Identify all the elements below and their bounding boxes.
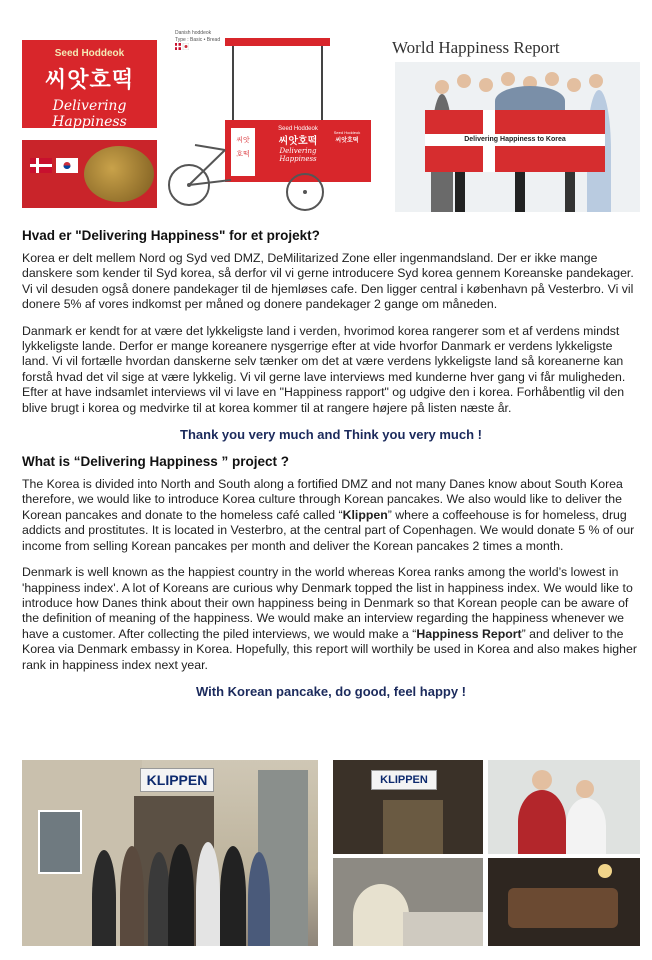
header-collage [0,0,652,220]
klippen-storefront-photo [22,760,318,946]
danish-flag-banner [425,110,605,172]
pancake-cart-illustration [165,30,375,215]
person-white-shirt [566,798,606,854]
happiness-report-emphasis: Happiness Report [416,626,522,641]
crowd-head [545,72,559,86]
slogan-line: With Korean pancake, do good, feel happy ! [195,683,467,699]
side-panel-brand: Seed Hoddeok [333,130,361,135]
person-head [532,770,552,790]
crowd-head [435,80,449,94]
cart-panel-korean: 씨앗호떡 [278,136,318,147]
group-person [168,844,194,946]
logo-korean: 씨앗호떡 [44,68,134,93]
person-striped-sweater [518,790,566,854]
photo-gallery [0,758,652,948]
couple-photo [488,760,640,854]
klippen-sign-photo [333,760,483,854]
english-p2-part-a: Denmark is well known as the happiest country in the world whereas Korea ranks among the world’s lowest in 'happiness index'. A lot of Koreans are curious why Denmark topped the list in happiness index. We would like to introduce how Danes think about their own happiness being in Denmark so that Korean people can be aware of the definition of meaning of the happiness. We would make an interview regarding the happiness whenever we have a customer. After collecting the piled interviews, we would make a “ [22,565,633,641]
happiness-crowd-photo [395,62,640,212]
english-paragraph-1 [22,477,640,554]
person-head [576,780,594,798]
crowd-leg [515,172,525,212]
group-person [92,850,116,946]
side-panel [327,130,367,144]
group-person [148,852,170,946]
side-panel-korean: 씨앗호떡 [335,137,359,144]
crowd-head [457,74,471,88]
english-p2-part-b: ” and deliver to the Korea via Denmark embassy in Korea. Hopefully, this report will worthily be used in Korea and also makes higher rank in happiness index next year. [22,626,637,672]
group-person [196,842,220,946]
cafe-interior-photo [333,858,483,946]
crowd-leg [565,172,575,212]
evening-cafe-photo [488,858,640,946]
group-person [248,852,270,946]
korea-flag-icon [56,158,78,173]
crowd-head [479,78,493,92]
cart-drawing [165,30,375,215]
svg-text:씨앗: 씨앗 [236,136,250,144]
svg-text:호떡: 호떡 [236,150,250,158]
danish-paragraph-2: Danmark er kendt for at være det lykkeligste land i verden, hvorimod korea rangerer som et af verdens mindst lykkeligste lande. Derfor er mange koreanere nysgerrige efter at vide hvorfor Danmark er verdens lykkeligste land. Vi vil fortælle hvordan danskerne selv tænker om det at være verdens lykkeligste land så koreanerne kan forstå hvad det vil sige at være lykkelig. Vi vil gerne lave interviews med kunderne hver gang vi får muligheden. Efter at have indsamlet interviews vil vi lave en "Happiness rapport" og udgive den i korea. Forhåbentlig vil den blive brugt i korea og medvirke til at korea kommer til at rangere højere på listen næste år. [22,323,626,415]
window [38,810,82,874]
logo-tagline: Delivering Happiness [52,98,127,130]
cart-panel-tagline: Delivering Happiness [279,147,317,163]
danish-paragraph-1: Korea er delt mellem Nord og Syd ved DMZ, DeMilitarized Zone eller ingenmandsland. Der er ikke mange danskere som kender til Syd korea, så derfor vil vi gerne introducere Syd korea gennem Koreanske pandekager. Vi vil desuden også donere pandekager til de hjemløses cafe. Den ligger central i københavn på Vesterbro. Vi vil donere 5% af vores indkomst per måned og donere pandekager 2 gange om måneden. [22,251,634,312]
crowd-head [589,74,603,88]
report-title: World Happiness Report [392,38,560,57]
table [403,912,483,946]
klippen-sign-small: KLIPPEN [371,770,437,790]
group-person [120,846,144,946]
banner-text: Delivering Happiness to Korea [464,136,566,143]
crowd-head [567,78,581,92]
klippen-sign-large: KLIPPEN [140,768,214,792]
cart-panel-brand: Seed Hoddeok [278,126,318,132]
crowd-leg [455,172,465,212]
entrance [383,800,443,854]
english-p1-part-b: ” where a coffeehouse is for homeless, drug addicts and prostitutes. It is located in Vesterbro, at the central part of Copenhagen. We would donate 5 % of our income from selling Korean pancakes per month and deliver the Korean pancakes 2 times a month. [22,507,635,553]
man-at-table [353,884,409,946]
cart-info-line2: Type : Basic • Bread [175,36,221,43]
crowd-head [501,72,515,86]
english-p1-part-a: The Korea is divided into North and South along a fortified DMZ and not many Danes know about South Korea therefore, we would like to introduce Korea culture through Korean pancakes. We also would like to deliver the Korean pancakes and donate to the homeless café called “ [22,477,623,522]
article-body [22,228,640,711]
crowded-table [508,888,618,928]
cart-info-line1: Danish hoddeok [175,30,212,36]
english-paragraph-2 [22,565,640,673]
denmark-flag-icon [30,158,52,173]
flags-pancake-image [22,140,157,208]
thanks-line: Thank you very much and Think you very much ! [180,427,482,443]
cart-panel [269,126,327,163]
lamp-light [598,864,612,878]
klippen-emphasis: Klippen [342,507,388,522]
seed-hoddeok-logo [22,40,157,128]
logo-brand: Seed Hoddeok [54,48,125,59]
group-person [220,846,246,946]
english-heading: What is “Delivering Happiness ” project ? [22,454,290,470]
danish-heading: Hvad er "Delivering Happiness" for et projekt? [22,228,320,243]
pancake-image [84,146,154,202]
